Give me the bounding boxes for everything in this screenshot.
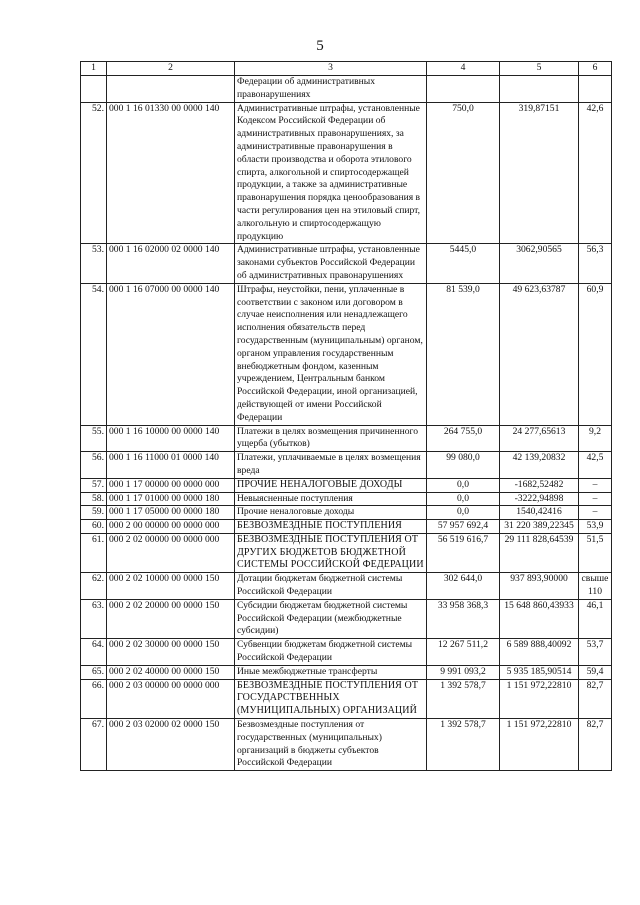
revenue-name: Безвозмездные поступления от государственных (муниципальных) организаций в бюджеты субъектов Российской Федерации <box>235 719 427 771</box>
table-row <box>81 719 612 771</box>
row-number: 56. <box>81 452 107 479</box>
actual-amount: -1682,52482 <box>500 478 579 492</box>
table-row <box>81 452 612 479</box>
revenue-name: Административные штрафы, установленные Кодексом Российской Федерации об административных правонарушениях, за административные правонарушения в области производства и оборота этилового спирта, алкогольной и спиртосодержащей продукции, а также за административные правонарушения порядка ценообразования в части регулирования цен на этиловый спирт, алкогольную и спиртосодержащую продукцию <box>235 102 427 244</box>
row-number: 59. <box>81 506 107 520</box>
planned-amount: 264 755,0 <box>427 425 500 452</box>
continuation-row <box>81 76 612 103</box>
table-row <box>81 492 612 506</box>
table-row <box>81 506 612 520</box>
execution-percent: 46,1 <box>579 599 612 638</box>
planned-amount: 12 267 511,2 <box>427 639 500 666</box>
row-number: 64. <box>81 639 107 666</box>
actual-amount: 1540,42416 <box>500 506 579 520</box>
classification-code: 000 2 02 10000 00 0000 150 <box>107 573 235 600</box>
execution-percent: 42,5 <box>579 452 612 479</box>
planned-amount: 0,0 <box>427 506 500 520</box>
revenue-name: БЕЗВОЗМЕЗДНЫЕ ПОСТУПЛЕНИЯ ОТ ГОСУДАРСТВЕННЫХ (МУНИЦИПАЛЬНЫХ) ОРГАНИЗАЦИЙ <box>235 679 427 718</box>
row-number: 57. <box>81 478 107 492</box>
classification-code: 000 1 16 10000 00 0000 140 <box>107 425 235 452</box>
table-row <box>81 679 612 718</box>
revenue-name: Иные межбюджетные трансферты <box>235 665 427 679</box>
table-row <box>81 478 612 492</box>
classification-code: 000 1 16 07000 00 0000 140 <box>107 283 235 425</box>
execution-percent: 56,3 <box>579 244 612 283</box>
table-row <box>81 520 612 534</box>
table-row <box>81 573 612 600</box>
row-number: 62. <box>81 573 107 600</box>
revenue-name: Платежи в целях возмещения причиненного ущерба (убытков) <box>235 425 427 452</box>
classification-code: 000 2 03 00000 00 0000 000 <box>107 679 235 718</box>
row-number: 58. <box>81 492 107 506</box>
planned-amount: 0,0 <box>427 492 500 506</box>
planned-amount: 5445,0 <box>427 244 500 283</box>
table-row <box>81 102 612 244</box>
classification-code: 000 1 17 00000 00 0000 000 <box>107 478 235 492</box>
execution-percent: – <box>579 478 612 492</box>
execution-percent: 53,7 <box>579 639 612 666</box>
revenue-table <box>80 61 612 771</box>
row-number: 63. <box>81 599 107 638</box>
actual-amount: 24 277,65613 <box>500 425 579 452</box>
continuation-code-cell <box>107 76 235 103</box>
planned-amount: 1 392 578,7 <box>427 719 500 771</box>
actual-amount: 937 893,90000 <box>500 573 579 600</box>
classification-code: 000 1 16 01330 00 0000 140 <box>107 102 235 244</box>
execution-percent: 82,7 <box>579 679 612 718</box>
actual-amount: -3222,94898 <box>500 492 579 506</box>
actual-amount: 5 935 185,90514 <box>500 665 579 679</box>
classification-code: 000 1 17 05000 00 0000 180 <box>107 506 235 520</box>
row-number: 66. <box>81 679 107 718</box>
execution-percent: 59,4 <box>579 665 612 679</box>
column-header-number: 1 <box>81 62 107 76</box>
execution-percent: свыше 110 <box>579 573 612 600</box>
planned-amount: 9 991 093,2 <box>427 665 500 679</box>
column-header-percent: 6 <box>579 62 612 76</box>
classification-code: 000 2 00 00000 00 0000 000 <box>107 520 235 534</box>
table-row <box>81 599 612 638</box>
actual-amount: 31 220 389,22345 <box>500 520 579 534</box>
table-row <box>81 665 612 679</box>
planned-amount: 1 392 578,7 <box>427 679 500 718</box>
execution-percent: 9,2 <box>579 425 612 452</box>
actual-amount: 1 151 972,22810 <box>500 719 579 771</box>
column-header-name: 3 <box>235 62 427 76</box>
column-header-actual: 5 <box>500 62 579 76</box>
actual-amount: 3062,90565 <box>500 244 579 283</box>
table-row <box>81 244 612 283</box>
continuation-percent-cell <box>579 76 612 103</box>
page-number: 5 <box>316 38 324 54</box>
column-header-plan: 4 <box>427 62 500 76</box>
revenue-name: БЕЗВОЗМЕЗДНЫЕ ПОСТУПЛЕНИЯ ОТ ДРУГИХ БЮДЖЕТОВ БЮДЖЕТНОЙ СИСТЕМЫ РОССИЙСКОЙ ФЕДЕРАЦИИ <box>235 533 427 572</box>
table-row <box>81 283 612 425</box>
classification-code: 000 2 02 40000 00 0000 150 <box>107 665 235 679</box>
row-number: 54. <box>81 283 107 425</box>
classification-code: 000 1 17 01000 00 0000 180 <box>107 492 235 506</box>
row-number: 55. <box>81 425 107 452</box>
actual-amount: 42 139,20832 <box>500 452 579 479</box>
planned-amount: 302 644,0 <box>427 573 500 600</box>
execution-percent: 53,9 <box>579 520 612 534</box>
row-number: 52. <box>81 102 107 244</box>
execution-percent: – <box>579 492 612 506</box>
execution-percent: – <box>579 506 612 520</box>
revenue-name: Штрафы, неустойки, пени, уплаченные в соответствии с законом или договором в случае неисполнения или ненадлежащего исполнения обязательств перед государственным (муниципальным) органом, органом управления государственным внебюджетным фондом, казенным учреждением, Центральным банком Российской Федерации, иной организацией, действующей от имени Российской Федерации <box>235 283 427 425</box>
execution-percent: 51,5 <box>579 533 612 572</box>
column-header-row <box>81 62 612 76</box>
table-row <box>81 639 612 666</box>
table-row <box>81 425 612 452</box>
classification-code: 000 1 16 02000 02 0000 140 <box>107 244 235 283</box>
column-header-code: 2 <box>107 62 235 76</box>
planned-amount: 750,0 <box>427 102 500 244</box>
classification-code: 000 1 16 11000 01 0000 140 <box>107 452 235 479</box>
actual-amount: 319,87151 <box>500 102 579 244</box>
execution-percent: 60,9 <box>579 283 612 425</box>
row-number: 65. <box>81 665 107 679</box>
planned-amount: 99 080,0 <box>427 452 500 479</box>
row-number: 67. <box>81 719 107 771</box>
planned-amount: 57 957 692,4 <box>427 520 500 534</box>
classification-code: 000 2 03 02000 02 0000 150 <box>107 719 235 771</box>
execution-percent: 42,6 <box>579 102 612 244</box>
revenue-name: Невыясненные поступления <box>235 492 427 506</box>
continuation-name-cell: Федерации об административных правонарушениях <box>235 76 427 103</box>
revenue-name: Административные штрафы, установленные законами субъектов Российской Федерации об административных правонарушениях <box>235 244 427 283</box>
actual-amount: 29 111 828,64539 <box>500 533 579 572</box>
revenue-name: БЕЗВОЗМЕЗДНЫЕ ПОСТУПЛЕНИЯ <box>235 520 427 534</box>
row-number: 53. <box>81 244 107 283</box>
continuation-number-cell <box>81 76 107 103</box>
revenue-name: Прочие неналоговые доходы <box>235 506 427 520</box>
classification-code: 000 2 02 00000 00 0000 000 <box>107 533 235 572</box>
classification-code: 000 2 02 20000 00 0000 150 <box>107 599 235 638</box>
table-row <box>81 533 612 572</box>
classification-code: 000 2 02 30000 00 0000 150 <box>107 639 235 666</box>
row-number: 61. <box>81 533 107 572</box>
actual-amount: 6 589 888,40092 <box>500 639 579 666</box>
planned-amount: 33 958 368,3 <box>427 599 500 638</box>
planned-amount: 0,0 <box>427 478 500 492</box>
revenue-name: Дотации бюджетам бюджетной системы Российской Федерации <box>235 573 427 600</box>
revenue-name: Субсидии бюджетам бюджетной системы Российской Федерации (межбюджетные субсидии) <box>235 599 427 638</box>
continuation-actual-cell <box>500 76 579 103</box>
row-number: 60. <box>81 520 107 534</box>
planned-amount: 81 539,0 <box>427 283 500 425</box>
actual-amount: 1 151 972,22810 <box>500 679 579 718</box>
revenue-table-body <box>81 62 612 771</box>
revenue-name: Субвенции бюджетам бюджетной системы Российской Федерации <box>235 639 427 666</box>
actual-amount: 49 623,63787 <box>500 283 579 425</box>
execution-percent: 82,7 <box>579 719 612 771</box>
planned-amount: 56 519 616,7 <box>427 533 500 572</box>
revenue-name: Платежи, уплачиваемые в целях возмещения вреда <box>235 452 427 479</box>
actual-amount: 15 648 860,43933 <box>500 599 579 638</box>
revenue-name: ПРОЧИЕ НЕНАЛОГОВЫЕ ДОХОДЫ <box>235 478 427 492</box>
continuation-plan-cell <box>427 76 500 103</box>
